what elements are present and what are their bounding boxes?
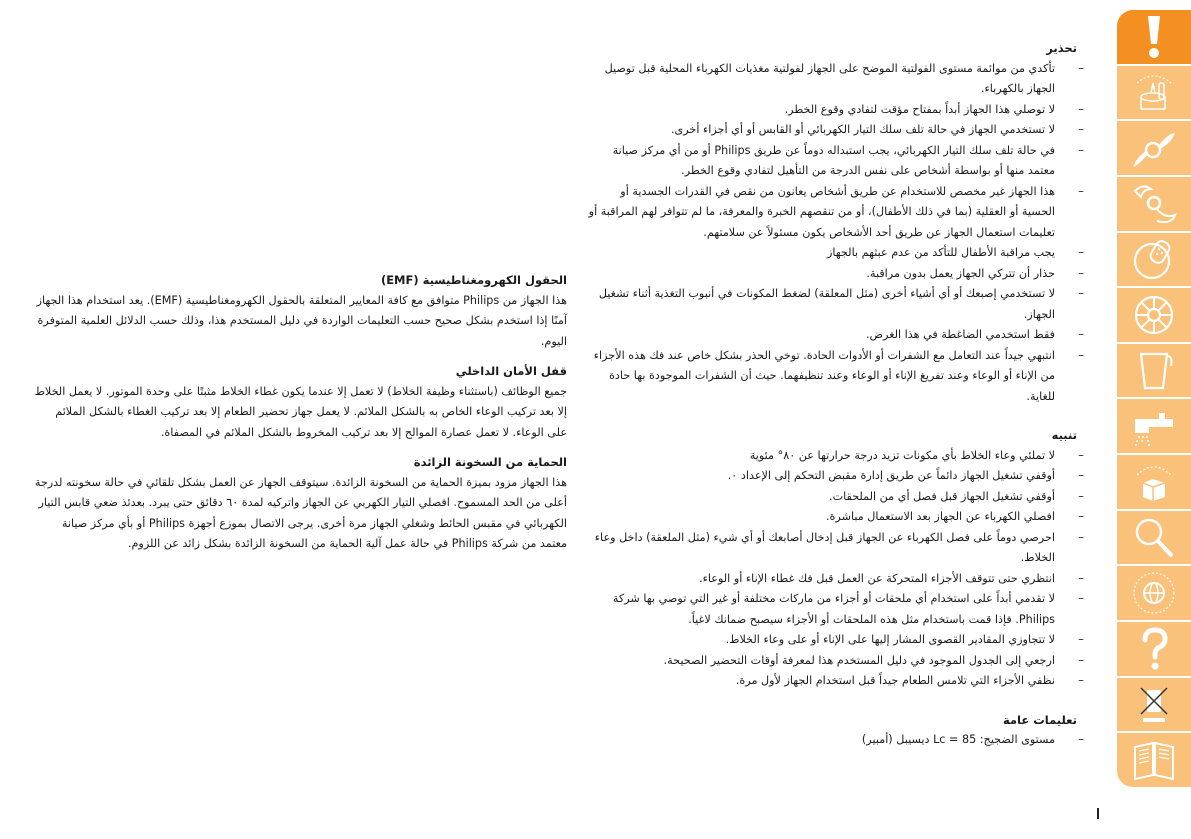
overheat-heading: الحماية من السخونة الزائدة: [413, 455, 567, 469]
list-item: [585, 528, 1084, 569]
tab-cleaning[interactable]: [1117, 397, 1191, 453]
tab-faq[interactable]: [1117, 620, 1191, 676]
worldwide-guarantee-icon: [1131, 570, 1177, 616]
disposal-bin-icon: [1131, 682, 1177, 728]
list-item: [585, 100, 1084, 121]
item-text: يجب مراقبة الأطفال للتأكد من عدم عبثهم بالجهاز: [826, 246, 1055, 259]
list-item: [585, 446, 1084, 467]
item-text: تأكدي من موائمة مستوى الفولتية الموضح على الجهاز لفولتية مغذيات الكهرباء المحلية قبل توصيل الجهاز بالكهرباء.: [604, 61, 1055, 95]
item-text: لا تستخدمي إصبعك أو أي أشياء أخرى (مثل المعلقة) لضغط المكونات في أنبوب التغذية أثناء تشغيل الجهاز.: [598, 287, 1055, 321]
tab-user-manual[interactable]: [1117, 731, 1191, 787]
spacer: [585, 407, 1077, 425]
dash-bullet: –: [1078, 328, 1084, 341]
general-list: [585, 730, 1084, 751]
overheat-body: هذا الجهاز مزود بميزة الحماية من السخونة الزائدة. سيتوقف الجهاز عن العمل بشكل تلقائي في حالة سخونته لدرجة أعلى من الحد المسموح. افصلي التيار الكهربي عن الجهاز واتركيه لمدة ٦٠ دقائق حتى يبرد. بعدئذ ضعي قابس التيار الكهربائي في مقبس الحائط وشغلي الجهاز مرة أخرى. يرجى الاتصال بموزع أجهزة Philips أو بأي مركز صيانة معتمد من شركة Philips في حالة عمل آلية الحماية من السخونة الزائدة بشكل زائد عن اللزوم.: [34, 475, 567, 550]
dash-bullet: –: [1078, 287, 1084, 300]
item-text: ارجعي إلى الجدول الموجود في دليل المستخدم هذا لمعرفة أوقات التحضير الصحيحة.: [663, 653, 1055, 667]
click-and-go-icon: [1131, 69, 1177, 115]
warning-heading: تحذير: [1046, 41, 1077, 55]
list-item: [585, 487, 1084, 508]
dash-bullet: –: [1078, 143, 1084, 157]
dash-bullet: –: [1078, 469, 1084, 482]
item-text: افصلي الكهرباء عن الجهاز بعد الاستعمال مباشرة.: [826, 510, 1055, 523]
section-tabs: [1117, 10, 1191, 787]
item-text: في حالة تلف سلك التيار الكهربائي، يجب استبداله دوماً عن طريق Philips أو من أي مركز صيانة معتمد منها أو بواسطة أشخاص على نفس الدرجة من التأهيل لتفادي وقوع الخطر.: [612, 143, 1055, 177]
blade-icon: [1131, 125, 1177, 171]
list-item: [585, 120, 1084, 141]
tab-grating-disc[interactable]: [1117, 231, 1191, 287]
item-text: انتظري حتى تتوقف الأجزاء المتحركة عن العمل قبل فك غطاء الإناء أو الوعاء.: [699, 571, 1055, 585]
dash-bullet: –: [1078, 61, 1084, 75]
warning-list: [585, 59, 1084, 408]
caution-heading: تنبيه: [1051, 428, 1077, 442]
list-item: [585, 671, 1084, 692]
item-text: فقط استخدمي الضاغطة في هذا الغرض.: [865, 328, 1055, 341]
right-column: [585, 38, 1084, 751]
list-item: [585, 182, 1084, 244]
dash-bullet: –: [1078, 592, 1084, 605]
list-item: [585, 730, 1084, 751]
item-text: نظفي الأجزاء التي تلامس الطعام جيداً قبل استخدام الجهاز لأول مرة.: [735, 674, 1055, 687]
tab-important[interactable]: [1117, 10, 1191, 64]
overheat-section: [34, 452, 567, 555]
double-blade-icon: [1131, 181, 1177, 227]
safety-lock-body: جميع الوظائف (باستثناء وظيفة الخلاط) لا تعمل إلا عندما يكون غطاء الخلاط مثبتًا على وحدة الموتور. لا يعمل الخلاط إلا بعد تركيب الوعاء الخاص به بالشكل الملائم. لا يعمل جهاز تحضير الطعام إلا بعد تركيب الغطاء بالشكل الملائم على الوعاء. لا تعمل عصارة الموالح إلا بعد تركيب المخروط بالشكل الملائم في المصفاة.: [34, 384, 567, 439]
dash-bullet: –: [1078, 102, 1084, 116]
dash-bullet: –: [1078, 489, 1084, 503]
tab-slicing-disc[interactable]: [1117, 286, 1191, 342]
question-icon: [1131, 626, 1177, 672]
dash-bullet: –: [1078, 448, 1084, 462]
list-item: [585, 141, 1084, 182]
list-item: [585, 59, 1084, 100]
list-item: [585, 346, 1084, 408]
exclamation-icon: [1131, 14, 1177, 60]
tab-click-and-go[interactable]: [1117, 64, 1191, 120]
item-text: لا تقدمي أبداً على استخدام أي ملحقات أو أجزاء من ماركات مختلفة أو غير التي توصي بها شركة Philips. فإذا قمت باستخدام مثل هذه الملحقات أو الأجزاء سيصبح ضمانك لاغياً.: [612, 592, 1055, 626]
tab-storage-box[interactable]: [1117, 453, 1191, 509]
tap-cleaning-icon: [1131, 403, 1177, 449]
list-item: [585, 507, 1084, 528]
dash-bullet: –: [1078, 653, 1084, 667]
item-text: احرصي دوماً على فصل الكهرباء عن الجهاز قبل إدخال أصابعك أو أي شيء (مثل الملعقة) داخل وعاء الخلاط.: [594, 530, 1055, 564]
list-item: [585, 325, 1084, 346]
item-text: لا تتجاوزي المقادير القصوى المشار إليها على الإناء أو على وعاء الخلاط.: [725, 633, 1055, 646]
dash-bullet: –: [1078, 674, 1084, 687]
safety-lock-heading: قفل الأمان الداخلي: [455, 364, 567, 378]
item-text: انتبهي جيداً عند التعامل مع الشفرات أو الأدوات الحادة. توخي الحذر بشكل خاص عند فك هذه الأجزاء من الإناء أو الوعاء وعند تفريغ الإناء أو الوعاء وعند تنظيفهما. حيث أن الشفرات الموجودة بها حادة للغاية.: [593, 348, 1055, 403]
list-item: [585, 284, 1084, 325]
dash-bullet: –: [1078, 633, 1084, 646]
item-text: لا تملئي وعاء الخلاط بأي مكونات تزيد درجة حرارتها عن ٨٠° مئوية: [749, 448, 1055, 462]
left-column: [34, 270, 567, 564]
item-text: حذار أن تتركي الجهاز يعمل بدون مراقبة.: [866, 266, 1055, 280]
item-text: هذا الجهاز غير مخصص للاستخدام عن طريق أشخاص يعانون من نقص في القدرات الجسدية أو الحسية أو العقلية (بما في ذلك الأطفال)، أو من تنقصهم الخبرة والمعرفة، ما لم تتوافر لهم المراقبة أو تعليمات استعمال الجهاز عن طريق أحد الأشخاص يكون مسئولاً عن سلامتهم.: [588, 184, 1055, 239]
dash-bullet: –: [1078, 266, 1084, 280]
dash-bullet: –: [1078, 510, 1084, 523]
grating-disc-icon: [1131, 236, 1177, 282]
item-text: أوقفي تشغيل الجهاز دائماً عن طريق إدارة مقبض التحكم إلى الإعداد ٠.: [727, 469, 1055, 482]
tab-environment[interactable]: [1117, 676, 1191, 732]
item-text: مستوى الضجيج: Lc = 85 ديسيبل (أمبير): [861, 733, 1055, 746]
caution-list: [585, 446, 1084, 692]
emf-section: [34, 270, 567, 352]
list-item: [585, 630, 1084, 651]
manual-book-icon: [1131, 737, 1177, 783]
dash-bullet: –: [1078, 571, 1084, 585]
tab-double-blade[interactable]: [1117, 175, 1191, 231]
dash-bullet: –: [1078, 184, 1084, 198]
list-item: [585, 264, 1084, 285]
blender-jug-icon: [1131, 348, 1177, 394]
list-item: [585, 569, 1084, 590]
tab-troubleshooting[interactable]: [1117, 509, 1191, 565]
magnifier-icon: [1131, 515, 1177, 561]
list-item: [585, 651, 1084, 672]
dash-bullet: –: [1078, 530, 1084, 544]
emf-heading: الحقول الكهرومغناطيسية (EMF): [380, 273, 567, 287]
safety-lock-section: [34, 361, 567, 443]
item-text: لا توصلي هذا الجهاز أبداً بمفتاح مؤقت لتفادي وقوع الخطر.: [784, 102, 1055, 116]
list-item: [585, 589, 1084, 630]
storage-box-icon: [1131, 459, 1177, 505]
dash-bullet: –: [1078, 348, 1084, 362]
general-heading: تعليمات عامة: [1002, 712, 1077, 727]
page-marker: [1097, 808, 1099, 819]
dash-bullet: –: [1078, 123, 1084, 136]
list-item: [585, 243, 1084, 264]
emf-body: هذا الجهاز من Philips متوافق مع كافة المعايير المتعلقة بالحقول الكهرومغناطيسية (EMF). يعد استخدام هذا الجهاز آمنًا إذا استخدم بشكل صحيح حسب التعليمات الواردة في دليل المستخدم هذا، وذلك حسب الدلائل العلمية المتوفرة اليوم.: [36, 293, 567, 348]
spacer: [585, 692, 1077, 710]
dash-bullet: –: [1078, 246, 1084, 259]
slicing-disc-icon: [1131, 292, 1177, 338]
tab-blade[interactable]: [1117, 119, 1191, 175]
dash-bullet: –: [1078, 733, 1084, 746]
tab-blender-jug[interactable]: [1117, 342, 1191, 398]
tab-guarantee[interactable]: [1117, 564, 1191, 620]
item-text: أوقفي تشغيل الجهاز قبل فصل أي من الملحقات.: [829, 489, 1055, 503]
list-item: [585, 466, 1084, 487]
item-text: لا تستخدمي الجهاز في حالة تلف سلك التيار الكهربائي أو القابس أو أي أجزاء أخرى.: [670, 123, 1055, 136]
